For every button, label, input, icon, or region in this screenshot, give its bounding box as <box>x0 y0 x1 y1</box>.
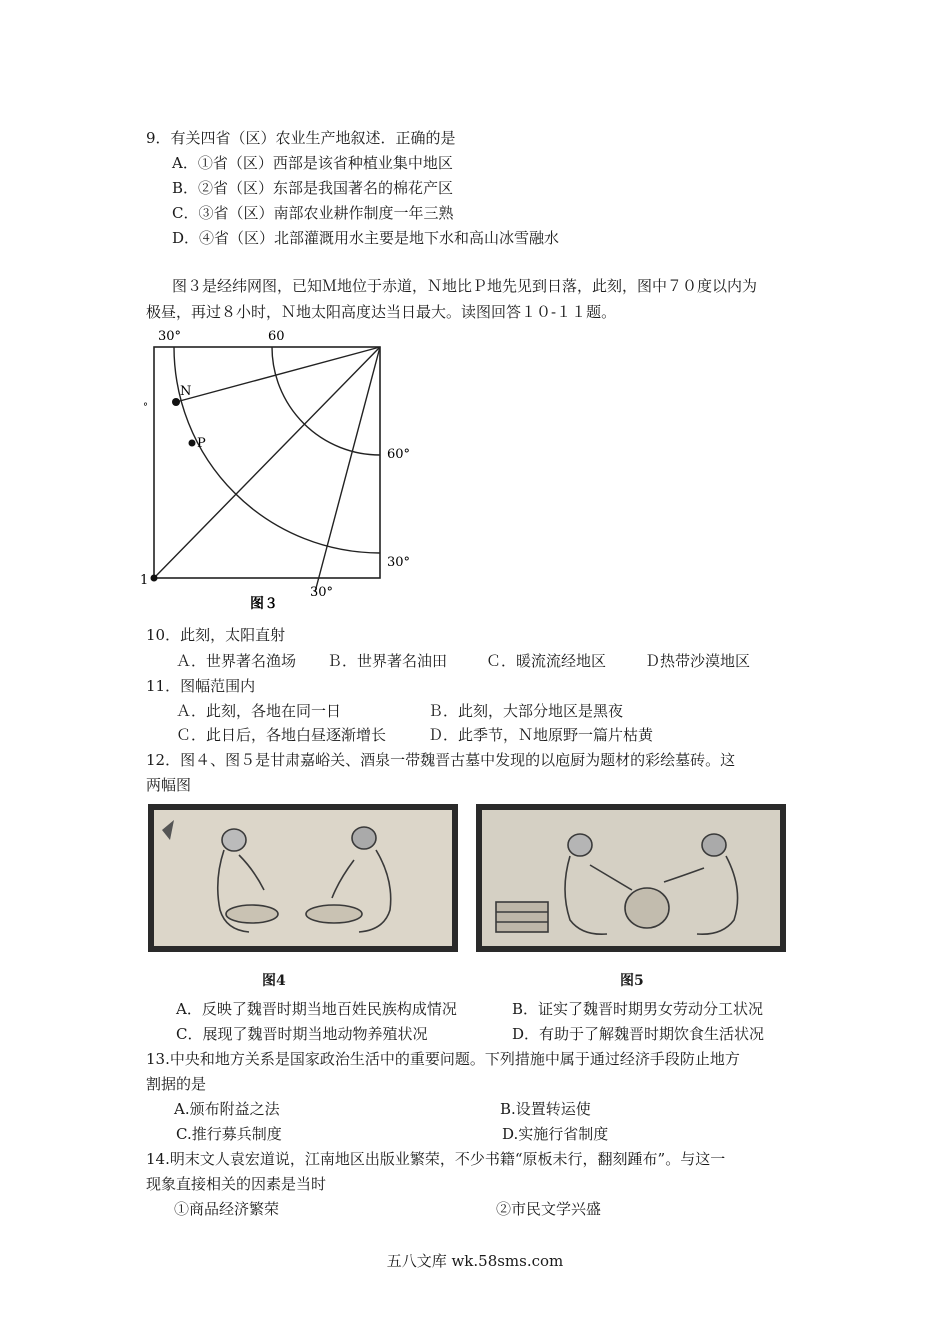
q11-option-d: Ｄ．此季节，Ｎ地原野一篇片枯黄 <box>428 726 654 744</box>
fig3-meridian-diagonal <box>154 347 380 578</box>
q14-stem-line2: 现象直接相关的因素是当时 <box>146 1175 327 1193</box>
q14-stem-line1: 14.明末文人袁宏道说，江南地区出版业繁荣，不少书籍“原板未行，翻刻踵布”。与这一 <box>146 1150 726 1168</box>
q10-stem: 10．此刻，太阳直射 <box>146 626 286 644</box>
fig3-label-top-left: 30° <box>158 329 182 344</box>
q12-option-a: A．反映了魏晋时期当地百姓民族构成情况 <box>176 1000 457 1018</box>
q13-option-d: D.实施行省制度 <box>502 1125 609 1143</box>
figure-5-caption: 图5 <box>620 973 644 989</box>
q12-option-d: D．有助于了解魏晋时期饮食生活状况 <box>512 1025 765 1043</box>
fig3-intro-line2: 极昼，再过８小时，Ｎ地太阳高度达当日最大。读图回答１０-１１题。 <box>146 303 617 321</box>
q9-option-b: B．②省（区）东部是我国著名的棉花产区 <box>172 179 454 197</box>
q14-option-2: ②市民文学兴盛 <box>496 1200 602 1218</box>
fig3-label-right-lower: 30° <box>387 555 411 570</box>
q12-option-c: C．展现了魏晋时期当地动物养殖状况 <box>176 1025 428 1043</box>
q9-option-a: A．①省（区）西部是该省种植业集中地区 <box>172 154 453 172</box>
footer-watermark: 五八文库 wk.58sms.com <box>386 1252 564 1270</box>
q10-option-c: Ｃ．暖流流经地区 <box>486 652 607 670</box>
fig3-label-bottom: 30° <box>310 585 334 600</box>
q13-option-c: C.推行募兵制度 <box>176 1125 282 1143</box>
q10-option-b: Ｂ．世界著名油田 <box>327 652 448 670</box>
fig3-label-left: ° <box>143 402 148 413</box>
fig3-label-p: P <box>197 436 206 451</box>
q10-option-a: Ａ．世界著名渔场 <box>176 652 297 670</box>
q11-option-a: Ａ．此刻，各地在同一日 <box>176 702 342 720</box>
q9-option-c: C．③省（区）南部农业耕作制度一年三熟 <box>172 204 454 222</box>
q10-option-d: Ｄ热带沙漠地区 <box>645 652 751 670</box>
fig3-meridian-bottom <box>315 347 380 592</box>
q9-option-d: D．④省（区）北部灌溉用水主要是地下水和高山冰雪融水 <box>172 229 560 247</box>
q11-option-b: Ｂ．此刻，大部分地区是黑夜 <box>428 702 624 720</box>
q13-option-b: B.设置转运使 <box>500 1100 591 1118</box>
q11-option-c: Ｃ．此日后，各地白昼逐渐增长 <box>176 726 387 744</box>
q11-stem: 11．图幅范围内 <box>146 677 256 695</box>
fig3-meridian-n <box>176 347 380 402</box>
q9-stem: 9．有关四省（区）农业生产地叙述．正确的是 <box>146 129 456 147</box>
q12-stem-line2: 两幅图 <box>146 776 192 794</box>
fig3-point-n <box>172 398 180 406</box>
q12-stem-line1: 12．图４、图５是甘肃嘉峪关、酒泉一带魏晋古墓中发现的以庖厨为题材的彩绘墓砖。这 <box>146 751 736 769</box>
q12-option-b: B．证实了魏晋时期男女劳动分工状况 <box>512 1000 764 1018</box>
q14-option-1: ①商品经济繁荣 <box>174 1200 280 1218</box>
fig3-label-top-mid: 60 <box>268 329 285 344</box>
q13-option-a: A.颁布附益之法 <box>174 1100 280 1118</box>
fig3-intro-line1: 图３是经纬网图，已知Ｍ地位于赤道，Ｎ地比Ｐ地先见到日落，此刻，图中７０度以内为 <box>172 277 758 295</box>
fig3-label-n: N <box>180 384 192 399</box>
fig3-label-corner: 1 <box>140 573 149 588</box>
fig3-point-m <box>151 575 158 582</box>
figure-5-painted-brick <box>476 804 786 952</box>
figure-3-graticule <box>140 320 440 616</box>
fig3-point-p <box>189 440 196 447</box>
fig3-caption: 图３ <box>250 596 278 612</box>
q13-stem-line2: 割据的是 <box>146 1075 207 1093</box>
q13-stem-line1: 13.中央和地方关系是国家政治生活中的重要问题。下列措施中属于通过经济手段防止地方 <box>146 1050 740 1068</box>
figure-4-painted-brick <box>148 804 458 952</box>
figure-4-caption: 图4 <box>262 973 286 989</box>
fig3-label-right-upper: 60° <box>387 447 411 462</box>
